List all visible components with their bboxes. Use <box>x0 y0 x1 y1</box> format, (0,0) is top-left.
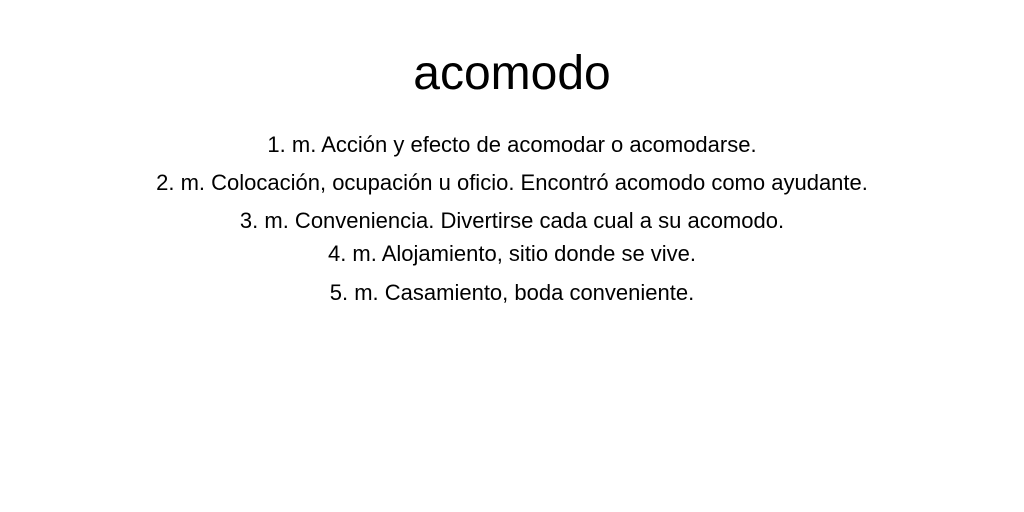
definition-5: 5. m. Casamiento, boda conveniente. <box>329 280 695 305</box>
definition-4: 4. m. Alojamiento, sitio donde se vive. <box>327 241 697 266</box>
definition-2: 2. m. Colocación, ocupación u oficio. Encontró acomodo como ayudante. <box>156 170 868 195</box>
definition-3: 3. m. Conveniencia. Divertirse cada cual a su acomodo. <box>239 208 785 233</box>
definition-1: 1. m. Acción y efecto de acomodar o acomodarse. <box>267 132 757 157</box>
headword: acomodo <box>413 47 611 100</box>
